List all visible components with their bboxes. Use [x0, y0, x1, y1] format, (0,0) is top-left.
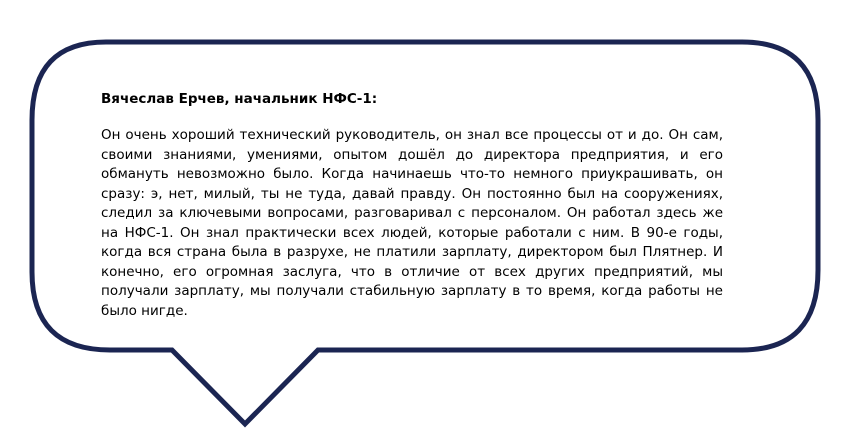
- quote-text: Он очень хороший технический руководитель, он знал все процессы от и до. Он сам, своими знаниями, умениями, опытом дошёл до директора предприятия, и его обмануть невозможно было. Когда начинаешь что-то немного приукрашивать, он сразу: э, нет, милый, ты не туда, давай правду. Он постоянно был на сооружениях, следил за ключевыми вопросами, разговаривал с персоналом. Он работал здесь же на НФС-1. Он знал практически всех людей, которые работали с ним. В 90-е годы, когда вся страна была в разрухе, не платили зарплату, директором был Плятнер. И конечно, его огромная заслуга, что в отличие от всех других предприятий, мы получали зарплату, мы получали стабильную зарплату в то время, когда работы не было нигде.: [101, 127, 723, 319]
- quote-block: [101, 90, 723, 321]
- quote-speaker: Вячеслав Ерчев, начальник НФС-1:: [101, 91, 378, 107]
